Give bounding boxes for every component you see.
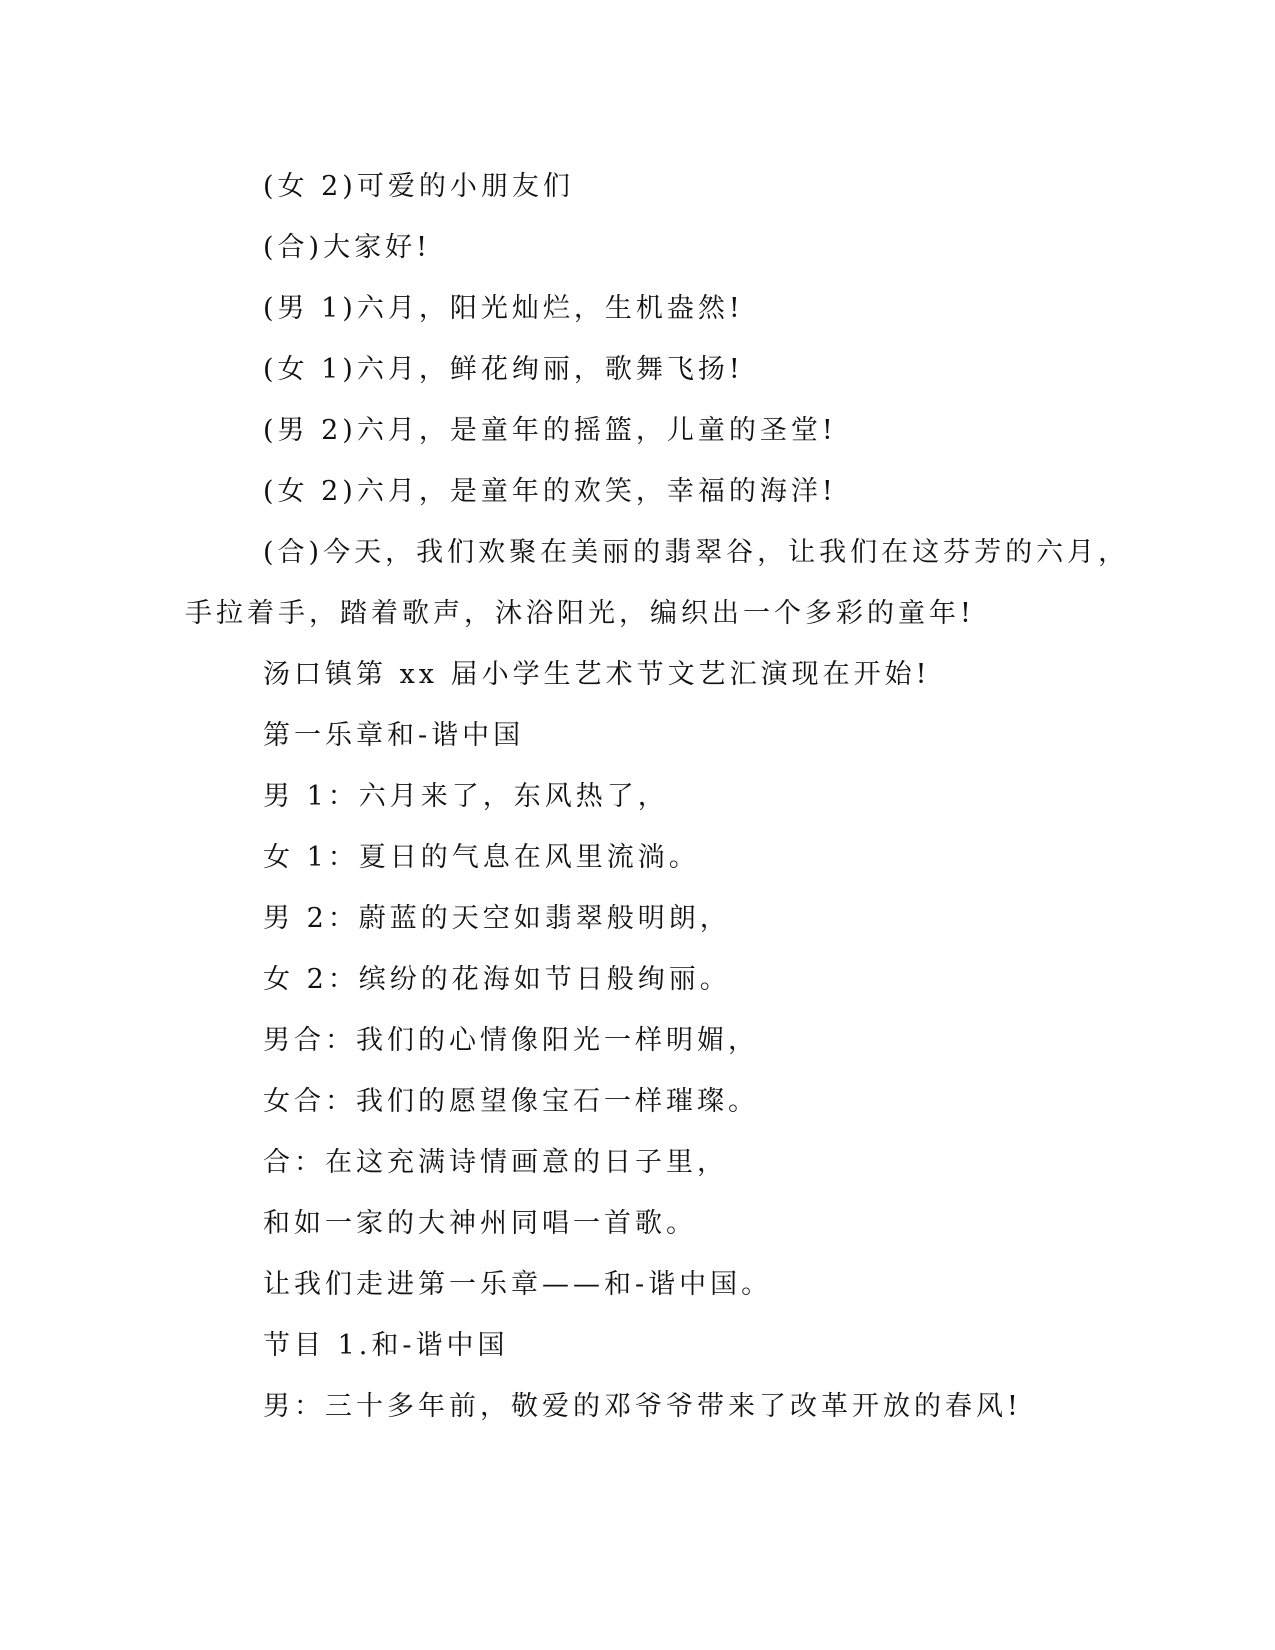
- text-line-9: 汤口镇第 xx 届小学生艺术节文艺汇演现在开始!: [263, 659, 931, 690]
- text-line-13: 男 2：蔚蓝的天空如翡翠般明朗，: [263, 903, 731, 934]
- text-line-11: 男 1：六月来了，东风热了，: [263, 781, 669, 812]
- text-line-17: 合：在这充满诗情画意的日子里，: [263, 1147, 728, 1178]
- text-line-16: 女合：我们的愿望像宝石一样璀璨。: [263, 1086, 759, 1117]
- program-heading: 节目 1.和-谐中国: [263, 1330, 509, 1361]
- text-line-2: (合)大家好!: [263, 232, 431, 263]
- text-line-1: (女 2)可爱的小朋友们: [263, 171, 574, 202]
- text-line-14: 女 2：缤纷的花海如节日般绚丽。: [263, 964, 731, 995]
- text-line-6: (女 2)六月，是童年的欢笑，幸福的海洋!: [263, 476, 837, 507]
- text-line-5: (男 2)六月，是童年的摇篮，儿童的圣堂!: [263, 415, 837, 446]
- text-line-4: (女 1)六月，鲜花绚丽，歌舞飞扬!: [263, 354, 744, 385]
- text-line-12: 女 1：夏日的气息在风里流淌。: [263, 842, 700, 873]
- document-body: [185, 156, 1130, 1437]
- text-line-18: 和如一家的大神州同唱一首歌。: [263, 1208, 697, 1239]
- section-heading: 第一乐章和-谐中国: [263, 720, 525, 751]
- text-line-21: 男：三十多年前，敬爱的邓爷爷带来了改革开放的春风!: [263, 1391, 1022, 1422]
- text-line-15: 男合：我们的心情像阳光一样明媚，: [263, 1025, 759, 1056]
- text-line-3: (男 1)六月，阳光灿烂，生机盎然!: [263, 293, 744, 324]
- text-line-7: (合)今天，我们欢聚在美丽的翡翠谷，让我们在这芬芳的六月，: [263, 537, 1130, 568]
- text-line-8: 手拉着手，踏着歌声，沐浴阳光，编织出一个多彩的童年!: [185, 598, 975, 629]
- text-line-19: 让我们走进第一乐章——和-谐中国。: [263, 1269, 773, 1300]
